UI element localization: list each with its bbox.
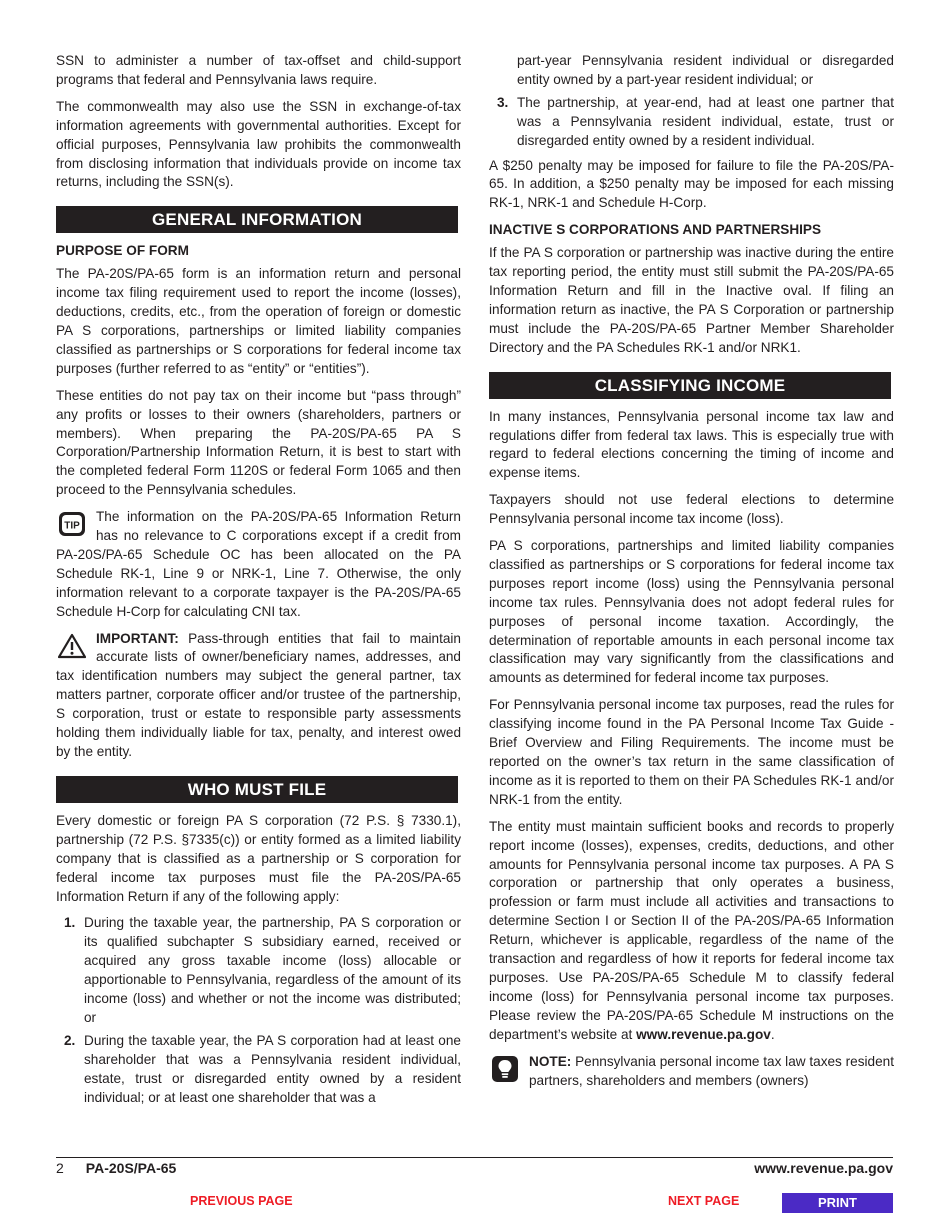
who-list [56,914,461,1107]
tip-icon [56,510,88,538]
previous-page-link[interactable]: PREVIOUS PAGE [190,1194,293,1208]
list-item-number: 2. [64,1032,76,1048]
note-paragraph [489,1053,894,1091]
classifying-paragraph-2: Taxpayers should not use federal elections to determine Pennsylvania personal income tax income (loss). [489,492,894,527]
classifying-paragraph-4: For Pennsylvania personal income tax purposes, read the rules for classifying income found in the PA Personal Income Tax Guide - Brief Overview and Filing Requirements. The income must be reported on the owner’s tax return in the same classification of income as it is reported to them on their PA Schedules RK-1 and/or NRK-1 from the entity. [489,697,894,807]
tip-icon-label: TIP [64,520,80,532]
next-page-link[interactable]: NEXT PAGE [668,1194,740,1208]
ssn-paragraph-1: SSN to administer a number of tax-offset and child-support programs that federal and Pennsylvania laws require. [56,53,461,87]
purpose-of-form-heading: PURPOSE OF FORM [56,243,189,259]
list-item-number: 3. [497,94,509,110]
classifying-paragraph-3: PA S corporations, partnerships and limited liability companies classified as partnerships or S corporations for federal income tax purposes report income (loss) using the Pennsylvania personal income tax rules. Pennsylvania does not adopt federal rules for purposes of personal income taxation. Accordingly, the determination of reportable amounts in each personal income tax classification may vary significantly from the classifications and amounts as determined for federal income tax purposes. [489,538,894,686]
list-item-number: 1. [64,915,76,931]
lightbulb-icon [489,1055,521,1083]
list-item-text: During the taxable year, the PA S corporation had at least one shareholder that was a Pennsylvania resident individual, estate, trust or disregarded entity owned by a resident individual; or at least one shareholder that was a [84,1032,461,1105]
footer-website: www.revenue.pa.gov [754,1160,893,1176]
purpose-paragraph-2: These entities do not pay tax on their income but “pass through” any profits or losses to their owners (shareholders, partners or members). When preparing the PA-20S/PA-65 PA S Corporation/Partnership Information Return, it is best to start with the completed federal Form 1120S or federal Form 1065 and then proceed to the Pennsylvania schedules. [56,387,461,498]
tip-text: The information on the PA-20S/PA-65 Information Return has no relevance to C corporations except if a credit from PA-20S/PA-65 Schedule OC has been allocated on the PA Schedule RK-1, Line 9 or NRK-1, Line 7. Otherwise, the only information relevant to a corporate taxpayer is the PA-20S/PA-65 Schedule H-Corp for calculating CNI tax. [56,509,461,619]
warning-icon [56,632,88,660]
tip-paragraph [56,508,461,621]
note-label: NOTE: [529,1053,572,1069]
list-item [56,1032,461,1108]
inactive-heading: INACTIVE S CORPORATIONS AND PARTNERSHIPS [489,222,822,238]
important-paragraph [56,630,461,762]
footer-left [56,1160,176,1176]
classifying-income-heading: CLASSIFYING INCOME [489,372,891,399]
list-item-continuation: part-year Pennsylvania resident individual or disregarded entity owned by a part-year resident individual; or [517,53,894,87]
who-must-file-heading: WHO MUST FILE [56,776,458,803]
important-label: IMPORTANT: [96,630,179,646]
footer-form-name: PA-20S/PA-65 [85,1160,177,1176]
left-column [56,52,461,1114]
classifying-paragraph-1: In many instances, Pennsylvania personal income tax law and regulations differ from federal tax laws. This is especially true with regard to federal elections concerning the timing of income and expense items. [489,408,894,481]
list-item [56,914,461,1027]
classifying-paragraph-5-text: The entity must maintain sufficient books and records to properly report income (losses), expenses, credits, deductions, and other amounts for Pennsylvania personal income tax purposes. A PA S corporation or partnership that only operates a business, profession or farm must include all activities and transactions to determine Section I or Section II of the PA-20S/PA-65 Information Return, whichever is applicable, regardless of the name of the transaction and regardless of how it reports for federal income tax purposes. Use PA-20S/PA-65 Schedule M to classify federal income (loss) for Pennsylvania personal income tax purposes. Please review the PA-20S/PA-65 Schedule M instructions on the department’s website at [489,818,894,1042]
footer-divider [56,1157,893,1158]
list-item [489,94,894,151]
purpose-paragraph-1: The PA-20S/PA-65 form is an information return and personal income tax filing requirement used to report the income (losses), deductions, credits, etc., from the operation of foreign or domestic PA S corporations, partnerships or limited liability companies classified as partnerships or S corporations for federal income tax purposes (further referred to as “entity” or “entities”). [56,266,461,376]
classifying-paragraph-5-end: . [770,1026,775,1042]
right-column [489,52,894,1098]
who-paragraph: Every domestic or foreign PA S corporation (72 P.S. § 7330.1), partnership (72 P.S. §7335(c)) or entity formed as a limited liability company that is classified as a partnership or S corporation for federal income tax purposes must file the PA-20S/PA-65 Information Return if any of the following apply: [56,812,461,904]
ssn-paragraph-2: The commonwealth may also use the SSN in exchange-of-tax information agreements with governmental authorities. Except for official purposes, Pennsylvania law prohibits the commonwealth from disclosing information that individuals provide on income tax returns, including the SSN(s). [56,98,461,190]
list-item-text: The partnership, at year-end, had at least one partner that was a Pennsylvania resident individual, estate, trust or disregarded entity owned by a resident individual. [517,94,894,148]
revenue-website-link[interactable]: www.revenue.pa.gov [636,1026,771,1042]
classifying-paragraph-5 [489,818,894,1045]
who-list-continued [489,94,894,151]
print-button[interactable]: PRINT [782,1193,893,1213]
important-text: Pass-through entities that fail to maintain accurate lists of owner/beneficiary names, addresses, and tax identification numbers may subject the general partner, tax matters partner, corporate officer and/or trustee of the partnership, S corporation, trust or estate to responsible party assessments holding them individually liable for tax, penalty, and interest owed by the entity. [56,630,461,759]
list-item-text: During the taxable year, the partnership, PA S corporation or its qualified subchapter S subsidiary earned, received or acquired any gross taxable income (loss) allocable or apportionable to Pennsylvania, regardless of the amount of its income (loss) and whether or not the income was distributed; or [84,915,461,1025]
page-number: 2 [56,1160,64,1176]
general-information-heading: GENERAL INFORMATION [56,206,458,233]
inactive-paragraph: If the PA S corporation or partnership was inactive during the entire tax reporting period, the entity must still submit the PA-20S/PA-65 Information Return and fill in the Inactive oval. If filing an information return as inactive, the PA S Corporation or partnership must include the PA-20S/PA-65 Partner Member Shareholder Directory and the PA Schedules RK-1 and/or NRK1. [489,245,894,355]
note-text: Pennsylvania personal income tax law taxes resident partners, shareholders and members (owners) [529,1053,895,1088]
penalty-paragraph: A $250 penalty may be imposed for failure to file the PA-20S/PA-65. In addition, a $250 penalty may be imposed for each missing RK-1, NRK-1 and Schedule H-Corp. [489,157,894,211]
